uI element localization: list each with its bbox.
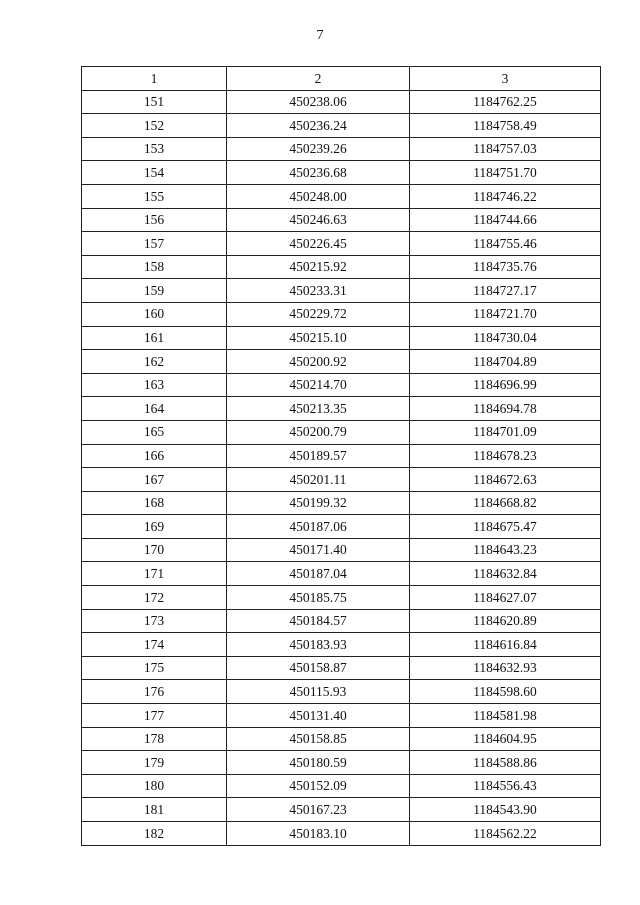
x-coordinate-cell: 450213.35 — [227, 397, 410, 421]
table-header-row — [82, 67, 601, 91]
x-coordinate-cell: 450184.57 — [227, 609, 410, 633]
page-number: 7 — [316, 28, 324, 43]
table-row — [82, 90, 601, 114]
table-row — [82, 633, 601, 657]
table-row — [82, 373, 601, 397]
y-coordinate-cell: 1184672.63 — [410, 468, 601, 492]
table-row — [82, 161, 601, 185]
table-row — [82, 774, 601, 798]
y-coordinate-cell: 1184704.89 — [410, 350, 601, 374]
y-coordinate-cell: 1184758.49 — [410, 114, 601, 138]
point-number-cell: 151 — [82, 90, 227, 114]
x-coordinate-cell: 450115.93 — [227, 680, 410, 704]
y-coordinate-cell: 1184643.23 — [410, 538, 601, 562]
table-row — [82, 491, 601, 515]
y-coordinate-cell: 1184675.47 — [410, 515, 601, 539]
y-coordinate-cell: 1184604.95 — [410, 727, 601, 751]
point-number-cell: 170 — [82, 538, 227, 562]
x-coordinate-cell: 450199.32 — [227, 491, 410, 515]
point-number-cell: 172 — [82, 586, 227, 610]
x-coordinate-cell: 450201.11 — [227, 468, 410, 492]
x-coordinate-cell: 450183.93 — [227, 633, 410, 657]
y-coordinate-cell: 1184581.98 — [410, 704, 601, 728]
table-row — [82, 326, 601, 350]
x-coordinate-cell: 450200.92 — [227, 350, 410, 374]
y-coordinate-cell: 1184627.07 — [410, 586, 601, 610]
table-row — [82, 704, 601, 728]
x-coordinate-cell: 450229.72 — [227, 302, 410, 326]
x-coordinate-cell: 450214.70 — [227, 373, 410, 397]
point-number-cell: 166 — [82, 444, 227, 468]
y-coordinate-cell: 1184620.89 — [410, 609, 601, 633]
table-row — [82, 751, 601, 775]
y-coordinate-cell: 1184562.22 — [410, 822, 601, 846]
y-coordinate-cell: 1184668.82 — [410, 491, 601, 515]
y-coordinate-cell: 1184735.76 — [410, 255, 601, 279]
table-row — [82, 208, 601, 232]
point-number-cell: 176 — [82, 680, 227, 704]
x-coordinate-cell: 450238.06 — [227, 90, 410, 114]
point-number-cell: 175 — [82, 656, 227, 680]
point-number-cell: 160 — [82, 302, 227, 326]
column-header-1: 1 — [82, 67, 227, 91]
y-coordinate-cell: 1184701.09 — [410, 420, 601, 444]
point-number-cell: 163 — [82, 373, 227, 397]
point-number-cell: 158 — [82, 255, 227, 279]
point-number-cell: 156 — [82, 208, 227, 232]
y-coordinate-cell: 1184730.04 — [410, 326, 601, 350]
column-header-2: 2 — [227, 67, 410, 91]
point-number-cell: 177 — [82, 704, 227, 728]
x-coordinate-cell: 450236.68 — [227, 161, 410, 185]
table-row — [82, 727, 601, 751]
table-row — [82, 586, 601, 610]
y-coordinate-cell: 1184678.23 — [410, 444, 601, 468]
y-coordinate-cell: 1184632.93 — [410, 656, 601, 680]
table-row — [82, 468, 601, 492]
x-coordinate-cell: 450185.75 — [227, 586, 410, 610]
x-coordinate-cell: 450200.79 — [227, 420, 410, 444]
table-row — [82, 397, 601, 421]
y-coordinate-cell: 1184543.90 — [410, 798, 601, 822]
point-number-cell: 179 — [82, 751, 227, 775]
y-coordinate-cell: 1184588.86 — [410, 751, 601, 775]
coordinates-table — [81, 66, 601, 846]
y-coordinate-cell: 1184694.78 — [410, 397, 601, 421]
x-coordinate-cell: 450215.92 — [227, 255, 410, 279]
y-coordinate-cell: 1184632.84 — [410, 562, 601, 586]
table-row — [82, 822, 601, 846]
point-number-cell: 161 — [82, 326, 227, 350]
y-coordinate-cell: 1184696.99 — [410, 373, 601, 397]
point-number-cell: 154 — [82, 161, 227, 185]
point-number-cell: 157 — [82, 232, 227, 256]
table-row — [82, 538, 601, 562]
table-body — [82, 90, 601, 845]
x-coordinate-cell: 450152.09 — [227, 774, 410, 798]
table-row — [82, 798, 601, 822]
x-coordinate-cell: 450236.24 — [227, 114, 410, 138]
y-coordinate-cell: 1184556.43 — [410, 774, 601, 798]
table-row — [82, 656, 601, 680]
point-number-cell: 159 — [82, 279, 227, 303]
x-coordinate-cell: 450131.40 — [227, 704, 410, 728]
table-row — [82, 515, 601, 539]
table-row — [82, 302, 601, 326]
y-coordinate-cell: 1184616.84 — [410, 633, 601, 657]
x-coordinate-cell: 450233.31 — [227, 279, 410, 303]
table-row — [82, 137, 601, 161]
point-number-cell: 167 — [82, 468, 227, 492]
point-number-cell: 164 — [82, 397, 227, 421]
y-coordinate-cell: 1184744.66 — [410, 208, 601, 232]
table-row — [82, 114, 601, 138]
table-row — [82, 255, 601, 279]
point-number-cell: 169 — [82, 515, 227, 539]
y-coordinate-cell: 1184762.25 — [410, 90, 601, 114]
point-number-cell: 153 — [82, 137, 227, 161]
point-number-cell: 171 — [82, 562, 227, 586]
point-number-cell: 162 — [82, 350, 227, 374]
y-coordinate-cell: 1184751.70 — [410, 161, 601, 185]
table-row — [82, 680, 601, 704]
x-coordinate-cell: 450187.06 — [227, 515, 410, 539]
point-number-cell: 181 — [82, 798, 227, 822]
y-coordinate-cell: 1184598.60 — [410, 680, 601, 704]
point-number-cell: 152 — [82, 114, 227, 138]
table-row — [82, 279, 601, 303]
y-coordinate-cell: 1184721.70 — [410, 302, 601, 326]
point-number-cell: 182 — [82, 822, 227, 846]
table-row — [82, 609, 601, 633]
y-coordinate-cell: 1184755.46 — [410, 232, 601, 256]
table-row — [82, 444, 601, 468]
x-coordinate-cell: 450246.63 — [227, 208, 410, 232]
x-coordinate-cell: 450167.23 — [227, 798, 410, 822]
x-coordinate-cell: 450215.10 — [227, 326, 410, 350]
point-number-cell: 165 — [82, 420, 227, 444]
x-coordinate-cell: 450171.40 — [227, 538, 410, 562]
point-number-cell: 180 — [82, 774, 227, 798]
point-number-cell: 178 — [82, 727, 227, 751]
x-coordinate-cell: 450189.57 — [227, 444, 410, 468]
y-coordinate-cell: 1184746.22 — [410, 184, 601, 208]
point-number-cell: 168 — [82, 491, 227, 515]
table-row — [82, 232, 601, 256]
x-coordinate-cell: 450183.10 — [227, 822, 410, 846]
x-coordinate-cell: 450248.00 — [227, 184, 410, 208]
point-number-cell: 173 — [82, 609, 227, 633]
table-row — [82, 420, 601, 444]
y-coordinate-cell: 1184757.03 — [410, 137, 601, 161]
x-coordinate-cell: 450180.59 — [227, 751, 410, 775]
point-number-cell: 155 — [82, 184, 227, 208]
x-coordinate-cell: 450239.26 — [227, 137, 410, 161]
point-number-cell: 174 — [82, 633, 227, 657]
y-coordinate-cell: 1184727.17 — [410, 279, 601, 303]
table-row — [82, 350, 601, 374]
table-row — [82, 562, 601, 586]
x-coordinate-cell: 450187.04 — [227, 562, 410, 586]
x-coordinate-cell: 450158.87 — [227, 656, 410, 680]
x-coordinate-cell: 450158.85 — [227, 727, 410, 751]
column-header-3: 3 — [410, 67, 601, 91]
table-row — [82, 184, 601, 208]
x-coordinate-cell: 450226.45 — [227, 232, 410, 256]
